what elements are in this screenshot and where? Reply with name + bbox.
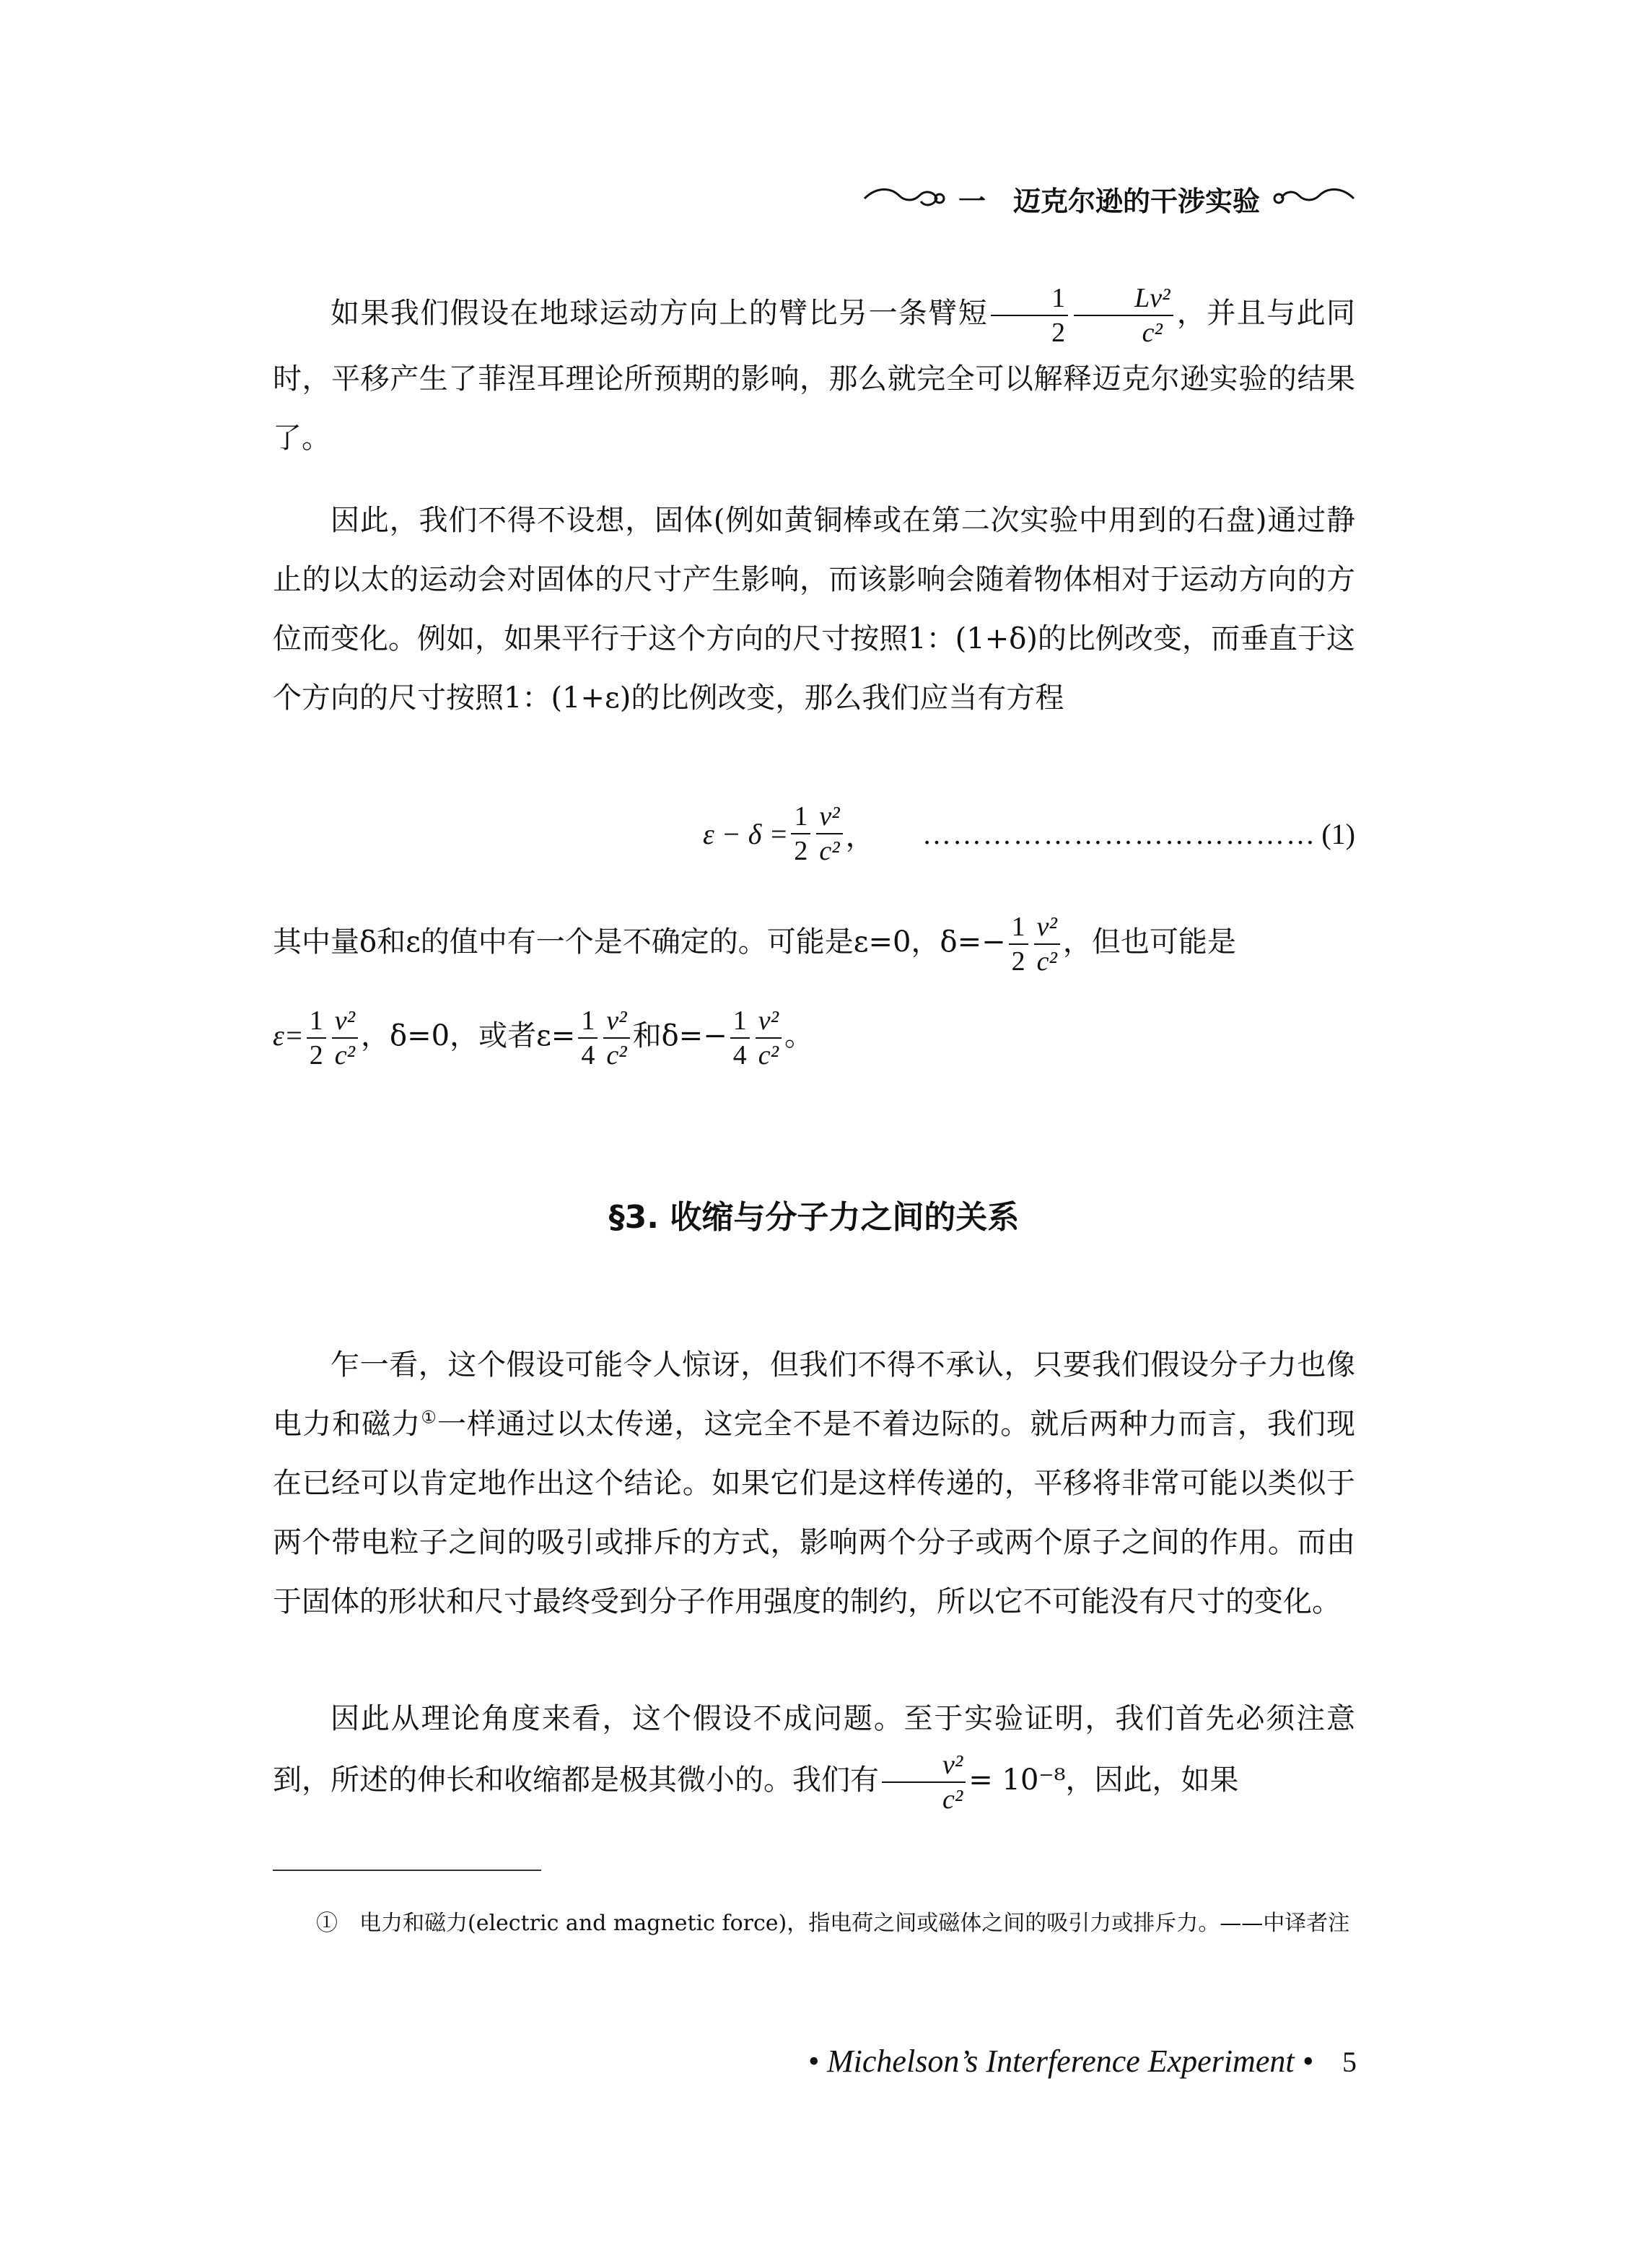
p1-post: ，并且与此同时，平移产生了菲涅耳理论所预期的影响，那么就完全可以解释迈克尔逊实验的结果了。 xyxy=(273,297,1355,455)
equation-body: ε − δ = $\frac{1}{2}$ $\frac{\text{v²}}{\text{c²}}$ ， xyxy=(703,801,875,866)
paragraph-2 xyxy=(273,491,1355,728)
footer-title: • Michelson’s Interference Experiment • xyxy=(808,2044,1313,2079)
fraction-lv2-c2: $\frac{\text{Lv²}}{\text{c²}}$ xyxy=(1074,282,1173,349)
chapter-title: 一 迈克尔逊的干涉实验 xyxy=(958,185,1260,217)
ornament-right-icon xyxy=(1270,183,1357,214)
section-heading: §3. 收缩与分子力之间的关系 xyxy=(608,1199,1020,1236)
ornament-left-icon xyxy=(862,183,948,214)
equation-1 xyxy=(273,790,1355,877)
page-number: 5 xyxy=(1342,2046,1357,2078)
paragraph-3: 其中量δ和ε的值中有一个是不确定的。可能是ε=0，δ=− $\frac{1}{2}$ $\frac{\text{v²}}{\text{c²}}$ ，但也可能是 ε= $\frac{1}{2}$ $\frac{\text{v²}}{\text{c²}}$ ，δ=0，或者ε= $\frac{1}{4}$ $\frac{\text{v²}}{\text{c²}}$ 和δ=− $\frac{1}{4}$ $\frac{\text{v²}}{\text{c²}}$ 。 xyxy=(273,912,1236,1070)
paragraph-5: 因此从理论角度来看，这个假设不成问题。至于实验证明，我们首先必须注意到，所述的伸长和收缩都是极其微小的。我们有 $\frac{\text{v²}}{\text{c²}}$ = 10⁻⁸，因此，如果 xyxy=(273,1702,1355,1815)
footnote: ① 电力和磁力(electric and magnetic force)，指电荷之间或磁体之间的吸引力或排斥力。——中译者注 xyxy=(316,1911,1350,1936)
equation-leader-dots: ………………………………… xyxy=(922,817,1316,850)
p1-pre: 如果我们假设在地球运动方向上的臂比另一条臂短 xyxy=(331,297,989,330)
running-header xyxy=(837,173,1357,224)
footnote-marker: ① xyxy=(421,1407,437,1428)
p2-text: 因此，我们不得不设想，固体(例如黄铜棒或在第二次实验中用到的石盘)通过静止的以太的运动会对固体的尺寸产生影响，而该影响会随着物体相对于运动方向的方位而变化。例如，如果平行于这个方向的尺寸按照1：(1+δ)的比例改变，而垂直于这个方向的尺寸按照1：(1+ε)的比例改变，那么我们应当有方程 xyxy=(273,504,1355,715)
paragraph-1 xyxy=(273,282,1355,468)
running-footer xyxy=(794,2043,1357,2080)
equation-number: (1) xyxy=(1321,817,1355,850)
fraction-half: $\frac{1}{2}$ xyxy=(991,282,1068,349)
paragraph-4: 乍一看，这个假设可能令人惊讶，但我们不得不承认，只要我们假设分子力也像电力和磁力①一样通过以太传递，这完全不是不着边际的。就后两种力而言，我们现在已经可以肯定地作出这个结论。如果它们是这样传递的，平移将非常可能以类似于两个带电粒子之间的吸引或排斥的方式，影响两个分子或两个原子之间的作用。而由于固体的形状和尺寸最终受到分子作用强度的制约，所以它不可能没有尺寸的变化。 xyxy=(273,1348,1356,1618)
footnote-divider xyxy=(273,1870,541,1871)
